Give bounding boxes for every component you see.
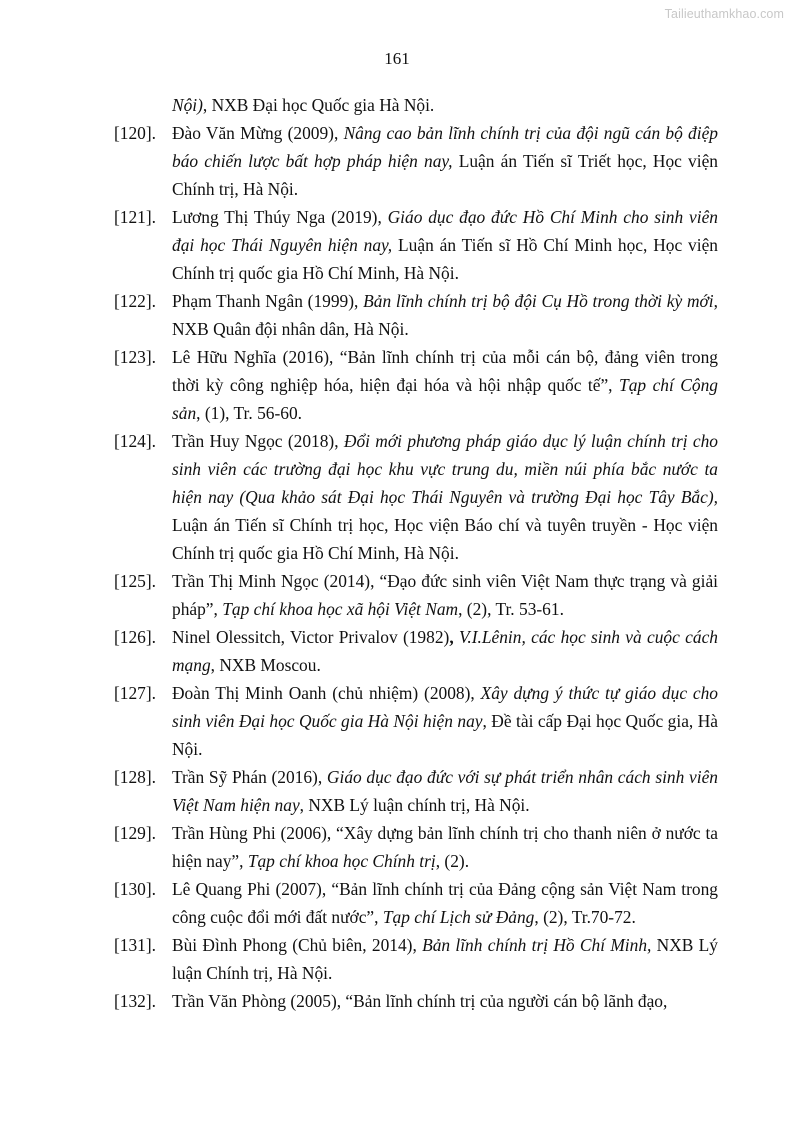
reference-label: [125]. — [114, 571, 157, 591]
reference-label: [120]. — [114, 123, 157, 143]
reference-authors: Trần Sỹ Phán (2016), — [172, 767, 327, 787]
reference-label: [129]. — [114, 823, 157, 843]
reference-authors: Lê Quang Phi (2007), “Bản lĩnh chính trị của Đảng cộng sản Việt Nam trong công cuộc đổi mới đất nước”, — [172, 879, 718, 927]
reference-publisher: , Đề tài cấp Đại học Quốc gia, Hà Nội. — [172, 711, 718, 759]
reference-list — [114, 91, 718, 1015]
reference-title: Đổi mới phương pháp giáo dục lý luận chính trị cho sinh viên các trường đại học khu vực trung du, miền núi phía bắc nước ta hiện nay (Qua khảo sát Đại học Thái Nguyên và trường Đại học Tây Bắc), — [172, 431, 718, 507]
reference-item — [114, 287, 718, 343]
reference-item — [114, 343, 718, 427]
reference-publisher: , NXB Moscou. — [210, 655, 321, 675]
reference-item — [114, 987, 718, 1015]
reference-title: V.I.Lênin, các học sinh và cuộc cách mạng — [172, 627, 718, 675]
reference-item — [114, 679, 718, 763]
reference-body — [172, 427, 718, 567]
reference-authors: Trần Văn Phòng (2005), “Bản lĩnh chính trị của người cán bộ lãnh đạo, — [172, 991, 668, 1011]
reference-title: Giáo dục đạo đức với sự phát triển nhân cách sinh viên Việt Nam hiện nay — [172, 767, 718, 815]
reference-authors: Phạm Thanh Ngân (1999), — [172, 291, 364, 311]
reference-authors: Đoàn Thị Minh Oanh (chủ nhiệm) (2008), — [172, 683, 481, 703]
reference-body — [172, 763, 718, 819]
reference-issue: , (2). — [435, 851, 470, 871]
reference-label: [130]. — [114, 879, 157, 899]
reference-authors: Trần Huy Ngọc (2018), — [172, 431, 344, 451]
reference-body — [172, 567, 718, 623]
reference-publisher: Luận án Tiến sĩ Chính trị học, Học viện Báo chí và tuyên truyền - Học viện Chính trị quốc gia Hồ Chí Minh, Hà Nội. — [172, 515, 718, 563]
reference-comma: , — [449, 627, 454, 647]
reference-label: [128]. — [114, 767, 157, 787]
reference-body — [172, 287, 718, 343]
reference-authors: Lương Thị Thúy Nga (2019), — [172, 207, 388, 227]
reference-journal: Tạp chí khoa học xã hội Việt Nam — [222, 599, 459, 619]
reference-title: Giáo dục đạo đức Hồ Chí Minh cho sinh viên đại học Thái Nguyên hiện nay, — [172, 207, 718, 255]
reference-publisher: Luận án Tiến sĩ Hồ Chí Minh học, Học viện Chính trị quốc gia Hồ Chí Minh, Hà Nội. — [172, 235, 718, 283]
reference-publisher: , NXB Lý luận chính trị, Hà Nội. — [299, 795, 530, 815]
reference-item — [114, 623, 718, 679]
reference-item — [114, 819, 718, 875]
reference-item — [114, 875, 718, 931]
reference-issue: , (2), Tr.70-72. — [534, 907, 636, 927]
reference-authors: Trần Thị Minh Ngọc (2014), “Đạo đức sinh viên Việt Nam thực trạng và giải pháp”, — [172, 571, 718, 619]
reference-item — [114, 203, 718, 287]
reference-authors: Ninel Olessitch, Victor Privalov (1982) — [172, 627, 450, 647]
reference-item — [114, 427, 718, 567]
reference-item — [114, 567, 718, 623]
reference-publisher: , NXB Quân đội nhân dân, Hà Nội. — [172, 291, 718, 339]
reference-body — [172, 623, 718, 679]
reference-body — [172, 931, 718, 987]
reference-body — [172, 343, 718, 427]
reference-title: Xây dựng ý thức tự giáo dục cho sinh viên Đại học Quốc gia Hà Nội hiện nay — [172, 683, 718, 731]
reference-authors: Đào Văn Mừng (2009), — [172, 123, 344, 143]
reference-body — [172, 875, 718, 931]
reference-publisher: Luận án Tiến sĩ Triết học, Học viện Chính trị, Hà Nội. — [172, 151, 718, 199]
reference-body — [172, 679, 718, 763]
reference-publisher: NXB Lý luận Chính trị, Hà Nội. — [172, 935, 718, 983]
reference-label: [132]. — [114, 991, 157, 1011]
reference-title: Nâng cao bản lĩnh chính trị của đội ngũ cán bộ điệp báo chiến lược bất hợp pháp hiện nay, — [172, 123, 718, 171]
reference-issue: , (2), Tr. 53-61. — [458, 599, 564, 619]
reference-body — [172, 203, 718, 287]
reference-label: [121]. — [114, 207, 157, 227]
page-number: 161 — [384, 49, 410, 68]
continuation-italic: Nội) — [172, 95, 203, 115]
reference-title: Bản lĩnh chính trị Hồ Chí Minh, — [422, 935, 652, 955]
reference-body — [172, 819, 718, 875]
reference-journal: Tạp chí khoa học Chính trị — [247, 851, 436, 871]
reference-item — [114, 763, 718, 819]
reference-issue: , (1), Tr. 56-60. — [196, 403, 302, 423]
reference-journal: Tạp chí Cộng sản — [172, 375, 718, 423]
reference-title: Bản lĩnh chính trị bộ đội Cụ Hồ trong thời kỳ mới — [363, 291, 714, 311]
reference-journal: Tạp chí Lịch sử Đảng — [382, 907, 535, 927]
reference-label: [123]. — [114, 347, 157, 367]
continuation-text: , NXB Đại học Quốc gia Hà Nội. — [202, 95, 435, 115]
reference-label: [126]. — [114, 627, 157, 647]
reference-label: [127]. — [114, 683, 157, 703]
reference-item — [114, 119, 718, 203]
reference-authors: Trần Hùng Phi (2006), “Xây dựng bản lĩnh chính trị cho thanh niên ở nước ta hiện nay”, — [172, 823, 718, 871]
reference-label: [122]. — [114, 291, 157, 311]
reference-authors: Bùi Đình Phong (Chủ biên, 2014), — [172, 935, 423, 955]
reference-continuation — [114, 91, 718, 119]
reference-authors: Lê Hữu Nghĩa (2016), “Bản lĩnh chính trị của mỗi cán bộ, đảng viên trong thời kỳ công nghiệp hóa, hiện đại hóa và hội nhập quốc tế”, — [172, 347, 718, 395]
watermark: Tailieuthamkhao.com — [664, 7, 784, 21]
reference-body — [172, 119, 718, 203]
reference-item — [114, 931, 718, 987]
reference-label: [131]. — [114, 935, 157, 955]
reference-body — [172, 987, 718, 1015]
reference-label: [124]. — [114, 431, 157, 451]
